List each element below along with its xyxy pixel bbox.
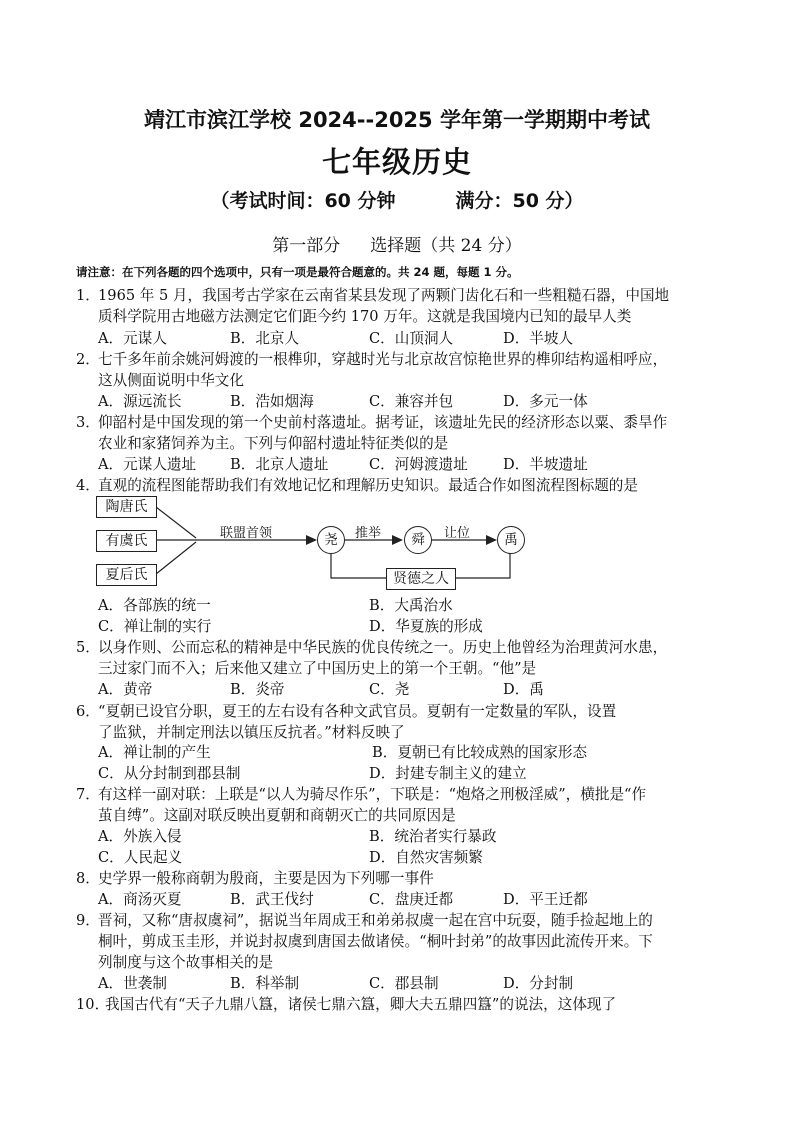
question-text: 1965 年 5 月，我国考古学家在云南省某县发现了两颗门齿化石和一些粗糙石器，中国地 [98, 287, 670, 304]
question-text: 有这样一副对联：上联是“以人为骑尽作乐”，下联是：“炮烙之刑极淫威”，横批是“作 [98, 786, 647, 803]
option-a[interactable]: A．世袭制 [98, 975, 167, 992]
virtue-box: 贤德之人 [386, 568, 456, 590]
option-c[interactable]: C．人民起义 [98, 849, 183, 866]
instruction-note: 请注意：在下列各题的四个选项中，只有一项是最符合题意的。共 24 题，每题 1 分。 [76, 265, 519, 279]
option-b[interactable]: B．北京人 [230, 330, 300, 347]
question-text: 晋祠，又称“唐叔虞祠”，据说当年周成王和弟弟叔虞一起在宫中玩耍，随手捡起地上的 [98, 912, 653, 929]
question-text: 茧自缚”。这副对联反映出夏朝和商朝灭亡的共同原因是 [98, 807, 456, 824]
option-b[interactable]: B．炎帝 [230, 681, 285, 698]
option-a[interactable]: A．外族入侵 [98, 828, 182, 845]
option-b[interactable]: B．浩如烟海 [230, 393, 314, 410]
option-a[interactable]: A．元谋人 [98, 330, 167, 347]
subject-title: 七年级历史 [321, 145, 472, 179]
option-b[interactable]: B．武王伐纣 [230, 891, 314, 908]
question-text: 桐叶，剪成玉圭形，并说封叔虞到唐国去做诸侯。“桐叶封弟”的故事因此流传开来。下 [98, 933, 653, 950]
question-number: 5． [76, 639, 100, 656]
option-b[interactable]: B．北京人遗址 [230, 456, 329, 473]
question-text: 直观的流程图能帮助我们有效地记忆和理解历史知识。最适合作如图流程图标题的是 [98, 477, 638, 494]
option-b[interactable]: B．夏朝已有比较成熟的国家形态 [372, 744, 588, 761]
question-number: 4． [76, 477, 100, 494]
option-b[interactable]: B．大禹治水 [369, 597, 453, 614]
option-a[interactable]: A．禅让制的产生 [98, 744, 211, 761]
option-d[interactable]: D．平王迁都 [503, 891, 588, 908]
question-text: “夏朝已设官分职，夏王的左右设有各种文武官员。夏朝有一定数量的军队，设置 [98, 703, 617, 720]
option-b[interactable]: B．统治者实行暴政 [369, 828, 497, 845]
question-number: 1． [76, 287, 100, 304]
leader-node: 尧 [317, 526, 345, 554]
exam-school-title: 靖江市滨江学校 2024--2025 学年第一学期期中考试 [144, 108, 650, 132]
tribe-box: 有虞氏 [96, 530, 157, 552]
option-a[interactable]: A．元谋人遗址 [98, 456, 197, 473]
question-number: 7． [76, 786, 100, 803]
option-d[interactable]: D．自然灾害频繁 [369, 849, 483, 866]
option-c[interactable]: C．盘庚迁都 [369, 891, 454, 908]
question-number: 3． [76, 414, 100, 431]
option-c[interactable]: C．河姆渡遗址 [369, 456, 468, 473]
question-text: 我国古代有“天子九鼎八簋，诸侯七鼎六簋，卿大夫五鼎四簋”的说法，这体现了 [105, 996, 617, 1013]
leader-node: 禹 [497, 526, 525, 554]
question-number: 10． [76, 996, 110, 1013]
question-text: 列制度与这个故事相关的是 [98, 954, 274, 971]
option-b[interactable]: B．科举制 [230, 975, 300, 992]
option-c[interactable]: C．禅让制的实行 [98, 618, 212, 635]
question-number: 9． [76, 912, 100, 929]
question-text: 仰韶村是中国发现的第一个史前村落遗址。据考证，该遗址先民的经济形态以粟、黍旱作 [98, 414, 668, 431]
option-a[interactable]: A．源远流长 [98, 393, 182, 410]
question-text: 了监狱，并制定刑法以镇压反抗者。”材料反映了 [98, 724, 405, 741]
leader-node: 舜 [404, 526, 432, 554]
question-text: 农业和家猪饲养为主。下列与仰韶村遗址特征类似的是 [98, 435, 449, 452]
question-number: 2． [76, 351, 100, 368]
option-c[interactable]: C．山顶洞人 [369, 330, 454, 347]
question-text: 这从侧面说明中华文化 [98, 372, 244, 389]
option-c[interactable]: C．郡县制 [369, 975, 439, 992]
question-number: 6． [76, 703, 100, 720]
section-name: 选择题（共 24 分） [370, 236, 522, 256]
option-d[interactable]: D．半坡人 [503, 330, 574, 347]
question-text: 质科学院用古地磁方法测定它们距今约 170 万年。这就是我国境内已知的最早人类 [98, 308, 632, 325]
question-number: 8． [76, 870, 100, 887]
alliance-label: 联盟首领 [220, 526, 273, 541]
option-c[interactable]: C．尧 [369, 681, 410, 698]
option-a[interactable]: A．商汤灭夏 [98, 891, 182, 908]
section-part: 第一部分 [272, 236, 341, 256]
tribe-box: 陶唐氏 [96, 496, 157, 518]
option-d[interactable]: D．多元一体 [503, 393, 588, 410]
abdicate-label: 让位 [444, 526, 471, 541]
question-text: 以身作则、公而忘私的精神是中华民族的优良传统之一。历史上他曾经为治理黄河水患， [98, 639, 668, 656]
tribe-box: 夏后氏 [96, 564, 157, 586]
question-text: 七千多年前余姚河姆渡的一根榫卯，穿越时光与北京故宫惊艳世界的榫卯结构遥相呼应， [98, 351, 668, 368]
recommend-label: 推举 [355, 526, 382, 541]
option-d[interactable]: D．华夏族的形成 [369, 618, 483, 635]
option-d[interactable]: D．分封制 [503, 975, 574, 992]
option-d[interactable]: D．半坡遗址 [503, 456, 588, 473]
question-text: 三过家门而不入；后来他又建立了中国历史上的第一个王朝。“他”是 [98, 660, 537, 677]
option-c[interactable]: C．从分封制到郡县制 [98, 765, 241, 782]
question-text: 史学界一般称商朝为殷商，主要是因为下列哪一事件 [98, 870, 434, 887]
full-score: 满分：50 分） [455, 190, 584, 212]
option-a[interactable]: A．各部族的统一 [98, 597, 211, 614]
exam-time: （考试时间：60 分钟 [210, 190, 396, 212]
option-c[interactable]: C．兼容并包 [369, 393, 454, 410]
option-d[interactable]: D．禹 [503, 681, 544, 698]
option-d[interactable]: D．封建专制主义的建立 [369, 765, 527, 782]
option-a[interactable]: A．黄帝 [98, 681, 153, 698]
